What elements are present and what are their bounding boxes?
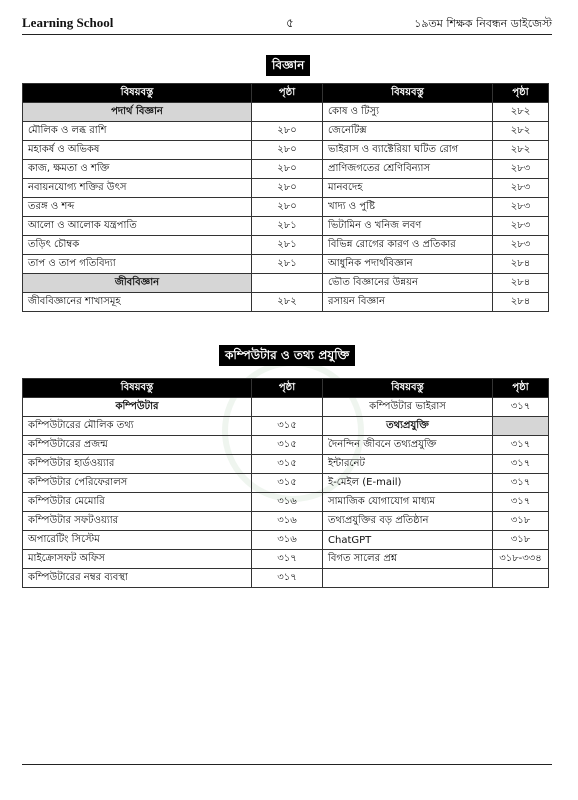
topic-cell: মহাকর্ষ ও অভিকষ (23, 141, 252, 160)
table-row (23, 179, 549, 198)
col-header-topic: বিষয়বস্তু (323, 379, 493, 398)
page-cell: ২৮৩ (493, 236, 549, 255)
table-header-row (23, 379, 549, 398)
ict-section-title: কম্পিউটার ও তথ্য প্রযুক্তি (219, 345, 355, 366)
page-cell: ৩১৫ (252, 417, 323, 436)
group-heading: পদার্থ বিজ্ঞান (23, 103, 252, 122)
table-row (23, 455, 549, 474)
topic-cell: আলো ও আলোক যন্ত্রপাতি (23, 217, 252, 236)
topic-cell: কম্পিউটারের প্রজন্ম (23, 436, 252, 455)
page-cell: ৩১৮ (493, 531, 549, 550)
page-cell: ২৮১ (252, 255, 323, 274)
topic-cell: কম্পিউটারের নম্বর ব্যবস্থা (23, 569, 252, 588)
page-cell: ২৮৩ (493, 179, 549, 198)
group-heading: জীববিজ্ঞান (23, 274, 252, 293)
topic-cell: মৌলিক ও লব্ধ রাশি (23, 122, 252, 141)
page-cell: ৩১৫ (252, 436, 323, 455)
page-cell: ২৮৪ (493, 255, 549, 274)
topic-cell: জীববিজ্ঞানের শাখাসমূহ (23, 293, 252, 312)
topic-cell: সামাজিক যোগাযোগ মাধ্যম (323, 493, 493, 512)
topic-cell: আধুনিক পদার্থবিজ্ঞান (323, 255, 493, 274)
page-cell: ৩১৭ (252, 569, 323, 588)
footer-rule (22, 764, 552, 765)
page-cell: ৩১৫ (252, 474, 323, 493)
topic-cell: ই-মেইল (E-mail) (323, 474, 493, 493)
table-row (23, 141, 549, 160)
header-rule (22, 34, 552, 35)
table-row (23, 550, 549, 569)
table-row (23, 217, 549, 236)
topic-cell: অপারেটিং সিস্টেম (23, 531, 252, 550)
page-cell: ২৮৩ (493, 160, 549, 179)
table-row (23, 531, 549, 550)
topic-cell: মানবদেহ (323, 179, 493, 198)
col-header-page: পৃষ্ঠা (252, 379, 323, 398)
page-cell: ২৮২ (252, 293, 323, 312)
table-header-row (23, 84, 549, 103)
table-row (23, 493, 549, 512)
page-cell (252, 398, 323, 417)
page-cell: ২৮৩ (493, 217, 549, 236)
table-row (23, 198, 549, 217)
page-cell: ২৮২ (493, 141, 549, 160)
page-cell: ২৮০ (252, 141, 323, 160)
page-cell: ২৮৪ (493, 274, 549, 293)
page-header (22, 14, 552, 34)
topic-cell: ChatGPT (323, 531, 493, 550)
table-row (23, 103, 549, 122)
page-cell: ৩১৭ (493, 398, 549, 417)
page-cell: ২৮২ (493, 122, 549, 141)
page-cell: ২৮০ (252, 179, 323, 198)
table-row (23, 160, 549, 179)
page-cell: ২৮৩ (493, 198, 549, 217)
table-row (23, 398, 549, 417)
table-row (23, 293, 549, 312)
page-cell: ৩১৭ (252, 550, 323, 569)
topic-cell: জেনেটিক্স (323, 122, 493, 141)
header-book-title: ১৯তম শিক্ষক নিবন্ধন ডাইজেস্ট (414, 17, 552, 30)
topic-cell: রসায়ন বিজ্ঞান (323, 293, 493, 312)
group-heading: তথ্যপ্রযুক্তি (323, 417, 493, 436)
topic-cell: কোষ ও টিস্যু (323, 103, 493, 122)
page-cell: ৩১৮ (493, 512, 549, 531)
header-brand: Learning School (22, 15, 114, 30)
topic-cell: নবায়নযোগ্য শক্তির উৎস (23, 179, 252, 198)
ict-index-table (22, 378, 549, 588)
col-header-page: পৃষ্ঠা (493, 84, 549, 103)
topic-cell: তড়িৎ চৌম্বক (23, 236, 252, 255)
page-cell: ৩১৬ (252, 493, 323, 512)
topic-cell: তথ্যপ্রযুক্তির বড় প্রতিষ্ঠান (323, 512, 493, 531)
table-row (23, 569, 549, 588)
page-cell: ৩১৭ (493, 455, 549, 474)
page-cell (252, 103, 323, 122)
topic-cell: বিভিন্ন রোগের কারণ ও প্রতিকার (323, 236, 493, 255)
empty-cell (323, 569, 493, 588)
topic-cell: ভিটামিন ও খনিজ লবণ (323, 217, 493, 236)
table-row (23, 274, 549, 293)
col-header-page: পৃষ্ঠা (493, 379, 549, 398)
page-cell: ২৮০ (252, 122, 323, 141)
col-header-topic: বিষয়বস্তু (23, 379, 252, 398)
col-header-topic: বিষয়বস্তু (23, 84, 252, 103)
page-cell: ২৮২ (493, 103, 549, 122)
table-row (23, 255, 549, 274)
empty-cell (493, 569, 549, 588)
page-cell: ৩১৭ (493, 493, 549, 512)
col-header-page: পৃষ্ঠা (252, 84, 323, 103)
topic-cell: ভৌত বিজ্ঞানের উন্নয়ন (323, 274, 493, 293)
topic-cell: তাপ ও তাপ গতিবিদ্যা (23, 255, 252, 274)
topic-cell: বিগত সালের প্রশ্ন (323, 550, 493, 569)
topic-cell: প্রাণিজগতের শ্রেণিবিন্যাস (323, 160, 493, 179)
table-row (23, 122, 549, 141)
topic-cell: কম্পিউটারের মৌলিক তথ্য (23, 417, 252, 436)
topic-cell: দৈনন্দিন জীবনে তথ্যপ্রযুক্তি (323, 436, 493, 455)
page-cell: ৩১৫ (252, 455, 323, 474)
topic-cell: কম্পিউটার সফটওয়্যার (23, 512, 252, 531)
page-cell: ৩১৭ (493, 474, 549, 493)
page-cell: ২৮০ (252, 198, 323, 217)
page-cell (493, 417, 549, 436)
topic-cell: মাইক্রোসফট অফিস (23, 550, 252, 569)
science-index-table (22, 83, 549, 312)
page-cell: ২৮৪ (493, 293, 549, 312)
topic-cell: তরঙ্গ ও শব্দ (23, 198, 252, 217)
topic-cell: কম্পিউটার হার্ডওয়্যার (23, 455, 252, 474)
page-cell (252, 274, 323, 293)
topic-cell: কম্পিউটার পেরিফেরালস (23, 474, 252, 493)
page-cell: ২৮১ (252, 236, 323, 255)
table-row (23, 512, 549, 531)
page-cell: ৩১৬ (252, 512, 323, 531)
group-heading: কম্পিউটার (23, 398, 252, 417)
page-cell: ৩১৬ (252, 531, 323, 550)
topic-cell: কম্পিউটার ভাইরাস (323, 398, 493, 417)
table-row (23, 436, 549, 455)
topic-cell: খাদ্য ও পুষ্টি (323, 198, 493, 217)
table-row (23, 474, 549, 493)
table-row (23, 417, 549, 436)
topic-cell: কাজ, ক্ষমতা ও শক্তি (23, 160, 252, 179)
topic-cell: ভাইরাস ও ব্যাক্টেরিয়া ঘটিত রোগ (323, 141, 493, 160)
topic-cell: কম্পিউটার মেমোরি (23, 493, 252, 512)
science-section-title: বিজ্ঞান (266, 55, 310, 76)
page-number: ৫ (286, 16, 294, 30)
page-cell: ৩১৮-৩৩৪ (493, 550, 549, 569)
topic-cell: ইন্টারনেট (323, 455, 493, 474)
col-header-topic: বিষয়বস্তু (323, 84, 493, 103)
page-cell: ৩১৭ (493, 436, 549, 455)
page-cell: ২৮০ (252, 160, 323, 179)
table-row (23, 236, 549, 255)
page-cell: ২৮১ (252, 217, 323, 236)
